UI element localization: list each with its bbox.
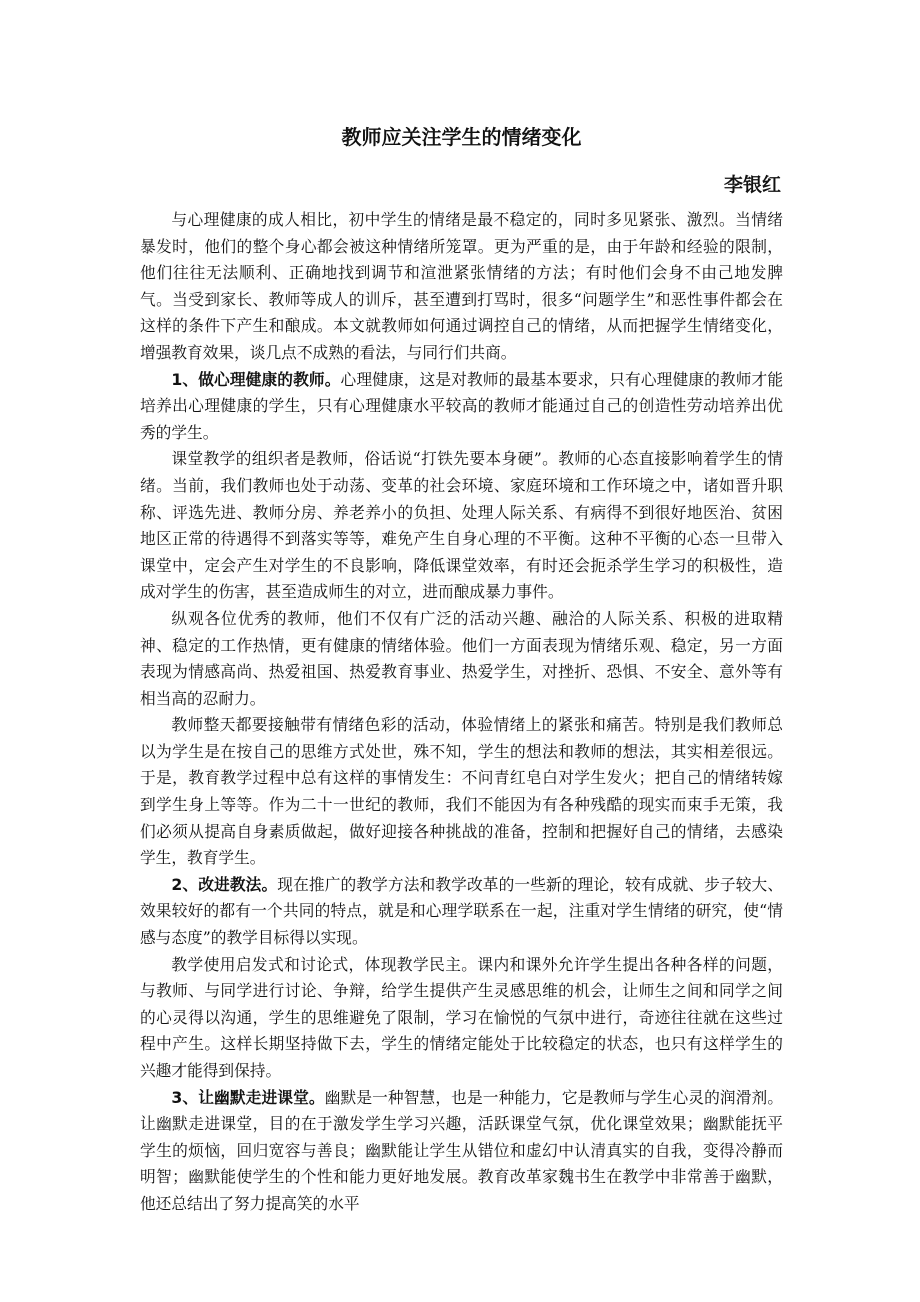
paragraph-text: 教师整天都要接触带有情绪色彩的活动，体验情绪上的紧张和痛苦。特别是我们教师总以为学生是在按自己的思维方式处世，殊不知，学生的想法和教师的想法，其实相差很远。于是，教育教学过程中总有这样的事情发生：不问青红皂白对学生发火；把自己的情绪转嫁到学生身上等等。作为二十一世纪的教师，我们不能因为有各种残酷的现实而束手无策，我们必须从提高自身素质做起，做好迎接各种挑战的准备，控制和把握好自己的情绪，去感染学生，教育学生。 xyxy=(140,715,783,868)
paragraph xyxy=(140,952,783,1085)
paragraph xyxy=(140,872,783,952)
paragraph-text: 现在推广的教学方法和教学改革的一些新的理论，较有成就、步子较大、效果较好的都有一个共同的特点，就是和心理学联系在一起，注重对学生情绪的研究，使“情感与态度”的教学目标得以实现。 xyxy=(140,874,784,948)
document-body xyxy=(140,207,783,1218)
paragraph-text: 纵观各位优秀的教师，他们不仅有广泛的活动兴趣、融洽的人际关系、积极的进取精神、稳定的工作热情，更有健康的情绪体验。他们一方面表现为情绪乐观、稳定，另一方面表现为情感高尚、热爱祖国、热爱教育事业、热爱学生，对挫折、恐惧、不安全、意外等有相当高的忍耐力。 xyxy=(140,608,783,708)
paragraph-text: 心理健康，这是对教师的最基本要求，只有心理健康的教师才能培养出心理健康的学生，只有心理健康水平较高的教师才能通过自己的创造性劳动培养出优秀的学生。 xyxy=(140,369,784,442)
paragraph-text: 与心理健康的成人相比，初中学生的情绪是最不稳定的，同时多见紧张、激烈。当情绪暴发时，他们的整个身心都会被这种情绪所笼罩。更为严重的是，由于年龄和经验的限制，他们往往无法顺利、正确地找到调节和渲泄紧张情绪的方法；有时他们会身不由己地发脾气。当受到家长、教师等成人的训斥，甚至遭到打骂时，很多“问题学生”和恶性事件都会在这样的条件下产生和酿成。本文就教师如何通过调控自己的情绪，从而把握学生情绪变化，增强教育效果，谈几点不成熟的看法，与同行们共商。 xyxy=(140,210,783,362)
paragraph xyxy=(140,606,783,712)
paragraph xyxy=(140,367,783,447)
paragraph-heading: 1、做心理健康的教师。 xyxy=(171,369,341,389)
document-title: 教师应关注学生的情绪变化 xyxy=(341,125,582,149)
paragraph-text: 幽默是一种智慧，也是一种能力，它是教师与学生心灵的润滑剂。让幽默走进课堂，目的在于激发学生学习兴趣，活跃课堂气氛，优化课堂效果；幽默能抚平学生的烦恼，回归宽容与善良；幽默能让学生从错位和虚幻中认清真实的自我，变得冷静而明智；幽默能使学生的个性和能力更好地发展。教育改革家魏书生在教学中非常善于幽默，他还总结出了努力提高笑的水平 xyxy=(140,1087,784,1213)
paragraph xyxy=(140,1085,783,1218)
document-author: 李银红 xyxy=(723,174,781,196)
paragraph-text: 教学使用启发式和讨论式，体现教学民主。课内和课外允许学生提出各种各样的问题，与教师、与同学进行讨论、争辩，给学生提供产生灵感思维的机会，让师生之间和同学之间的心灵得以沟通，学生的思维避免了限制，学习在愉悦的气氛中进行，奇迹往往就在这些过程中产生。这样长期坚持做下去，学生的情绪定能处于比较稳定的状态，也只有这样学生的兴趣才能得到保持。 xyxy=(140,954,783,1080)
paragraph xyxy=(140,207,783,367)
paragraph xyxy=(140,712,783,872)
paragraph-text: 课堂教学的组织者是教师，俗话说“打铁先要本身硬”。教师的心态直接影响着学生的情绪。当前，我们教师也处于动荡、变革的社会环境、家庭环境和工作环境之中，诸如晋升职称、评选先进、教师分房、养老养小的负担、处理人际关系、有病得不到很好地医治、贫困地区正常的待遇得不到落实等等，难免产生自身心理的不平衡。这种不平衡的心态一旦带入课堂中，定会产生对学生的不良影响，降低课堂效率，有时还会扼杀学生学习的积极性，造成对学生的伤害，甚至造成师生的对立，进而酿成暴力事件。 xyxy=(140,449,783,602)
paragraph-heading: 2、改进教法。 xyxy=(171,874,278,894)
paragraph xyxy=(140,446,783,606)
paragraph-heading: 3、让幽默走进课堂。 xyxy=(171,1087,325,1107)
